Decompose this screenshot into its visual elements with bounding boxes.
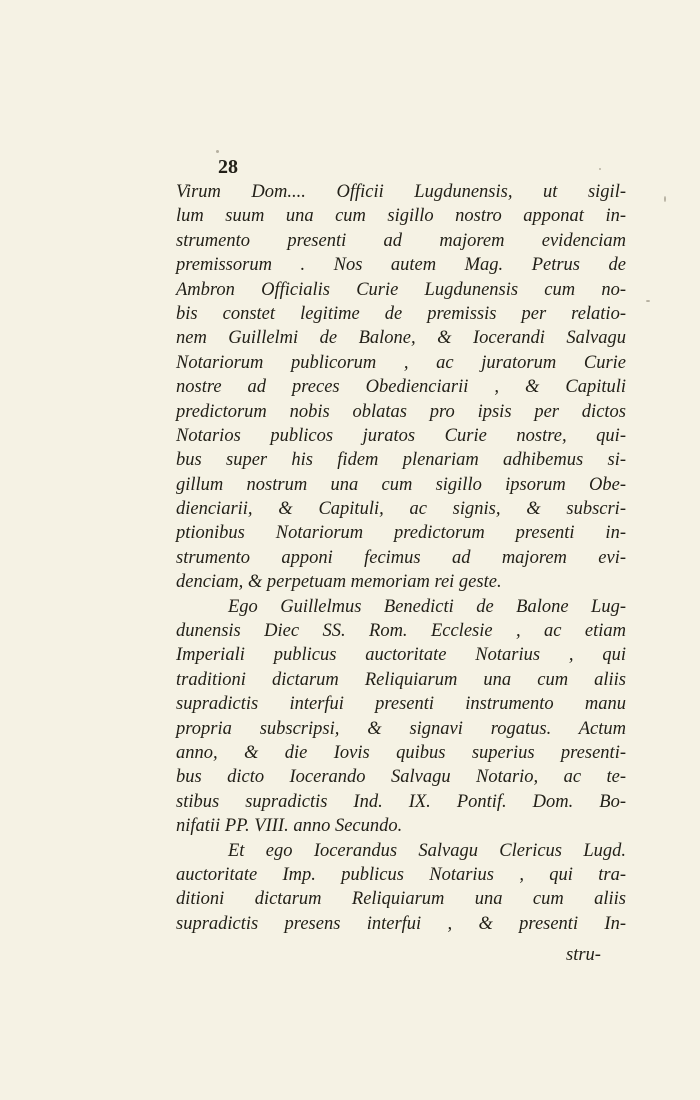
text-line: premissorum . Nos autem Mag. Petrus de bbox=[176, 255, 626, 276]
page-number: 28 bbox=[218, 156, 238, 178]
text-line: Ambron Officialis Curie Lugdunensis cum no- bbox=[176, 279, 626, 300]
text-line: strumento presenti ad majorem evidenciam bbox=[176, 230, 626, 251]
text-line: Ego Guillelmus Benedicti de Balone Lug- bbox=[228, 596, 626, 617]
text-line: propria subscripsi, & signavi rogatus. Actum bbox=[176, 718, 626, 739]
paper-speck bbox=[599, 168, 601, 170]
text-line: Imperiali publicus auctoritate Notarius , qui bbox=[176, 645, 626, 666]
text-line: gillum nostrum una cum sigillo ipsorum Obe- bbox=[176, 474, 626, 495]
text-line: denciam, & perpetuam memoriam rei geste. bbox=[176, 572, 502, 593]
text-line: nem Guillelmi de Balone, & Iocerandi Salvagu bbox=[176, 328, 626, 349]
text-line: dienciarii, & Capituli, ac signis, & subscri- bbox=[176, 499, 626, 520]
text-line: Et ego Iocerandus Salvagu Clericus Lugd. bbox=[228, 840, 626, 861]
paper-speck bbox=[216, 150, 219, 153]
text-line: dunensis Diec SS. Rom. Ecclesie , ac etiam bbox=[176, 621, 626, 642]
paper-speck bbox=[646, 300, 650, 302]
text-line: traditioni dictarum Reliquiarum una cum aliis bbox=[176, 669, 626, 690]
text-line: supradictis interfui presenti instrumento manu bbox=[176, 694, 626, 715]
text-line: bus super his fidem plenariam adhibemus si- bbox=[176, 450, 626, 471]
text-line: anno, & die Iovis quibus superius presenti- bbox=[176, 742, 626, 763]
text-line: ditioni dictarum Reliquiarum una cum aliis bbox=[176, 889, 626, 910]
text-line: nostre ad preces Obedienciarii , & Capituli bbox=[176, 377, 626, 398]
text-line: nifatii PP. VIII. anno Secundo. bbox=[176, 816, 403, 837]
text-line: Notarios publicos juratos Curie nostre, qui- bbox=[176, 425, 626, 446]
body-text bbox=[176, 180, 626, 936]
text-line: bis constet legitime de premissis per relatio- bbox=[176, 303, 626, 324]
text-line: Virum Dom.... Officii Lugdunensis, ut sigil- bbox=[176, 182, 626, 202]
text-line: supradictis presens interfui , & presenti In- bbox=[176, 913, 626, 934]
text-line: bus dicto Iocerando Salvagu Notario, ac te- bbox=[176, 767, 626, 788]
text-line: auctoritate Imp. publicus Notarius , qui tra- bbox=[176, 864, 626, 885]
text-line: ptionibus Notariorum predictorum presenti in- bbox=[176, 523, 626, 544]
text-line: stibus supradictis Ind. IX. Pontif. Dom. Bo- bbox=[176, 791, 626, 812]
text-line: Notariorum publicorum , ac juratorum Curie bbox=[176, 352, 626, 373]
paper-speck bbox=[664, 196, 666, 202]
text-line: strumento apponi fecimus ad majorem evi- bbox=[176, 547, 626, 568]
text-line: lum suum una cum sigillo nostro apponat in- bbox=[176, 206, 626, 227]
text-line: predictorum nobis oblatas pro ipsis per dictos bbox=[176, 401, 626, 422]
catchword: stru- bbox=[566, 945, 601, 965]
